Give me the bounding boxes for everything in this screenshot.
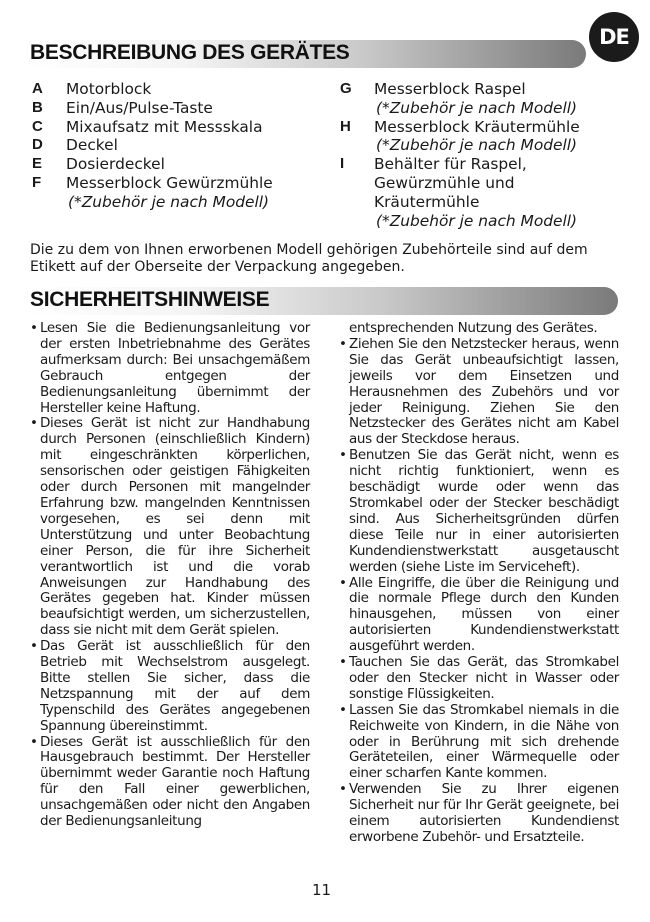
part-text: Deckel (66, 136, 118, 155)
part-letter: B (32, 98, 43, 116)
part-item (32, 80, 322, 99)
safety-column-left (30, 321, 310, 830)
part-item (340, 118, 620, 156)
safety-item-text: Dieses Gerät ist ausschließlich für den Hausgebrauch bestimmt. Der Hersteller übernimmt weder Garantie noch Haftung für den Fall einer gewerblichen, unsachgemäßen oder nicht den Angaben der Bedienungsanleitung (40, 733, 310, 830)
part-item (32, 118, 322, 137)
part-letter: H (340, 117, 351, 135)
bullet-icon: • (339, 701, 347, 718)
part-accessory-note: (*Zubehör je nach Modell) (68, 192, 270, 211)
part-accessory-note: (*Zubehör je nach Modell) (376, 98, 578, 117)
part-text: Behälter für Raspel, Gewürzmühle und Kräutermühle (374, 155, 527, 211)
page-number: 11 (312, 881, 332, 899)
safety-item-text: Benutzen Sie das Gerät nicht, wenn es nicht richtig funktioniert, wenn es beschädigt wurde oder wenn das Stromkabel oder der Stecker beschädigt sind. Aus Sicherheitsgründen dürfen diese Teile nur in einer autorisierten Kundendienstwerkstatt ausgetauscht werden (siehe Liste im Serviceheft). (349, 447, 619, 575)
part-item (340, 80, 620, 118)
safety-item (339, 448, 619, 575)
part-item (32, 155, 322, 174)
safety-item (30, 321, 310, 416)
bullet-icon: • (339, 447, 347, 464)
part-text: Messerblock Raspel (374, 80, 526, 98)
safety-item-text: entsprechenden Nutzung des Gerätes. (349, 320, 598, 336)
part-letter: F (32, 173, 42, 191)
bullet-icon: • (30, 320, 38, 336)
part-text: Dosierdeckel (66, 155, 165, 174)
safety-item-text: Verwenden Sie zu Ihrer eigenen Sicherheit nur für Ihr Gerät geeignete, bei einem autorisierten Kundendienst erworbene Zubehör- und Ersatzteile. (349, 781, 619, 845)
safety-item-text: Dieses Gerät ist nicht zur Handhabung durch Personen (einschließlich Kindern) mit eingeschränkten körperlichen, sensorischen oder geistigen Fähigkeiten oder durch Personen mit mangelnder Erfahrung bzw. mangelnden Kenntnissen vorgesehen, es sei denn mit Unterstützung und unter Beobachtung einer Person, die für ihre Sicherheit verantwortlich ist und die vorab Anweisungen zur Handhabung des Gerätes gegeben hat. Kinder müssen beaufsichtigt werden, um sicherzustellen, dass sie nicht mit dem Gerät spielen. (40, 415, 310, 639)
part-text: Motorblock (66, 80, 152, 98)
safety-item (30, 416, 310, 639)
safety-item (30, 735, 310, 830)
part-item (32, 174, 322, 212)
safety-item-text: Ziehen Sie den Netzstecker heraus, wenn Sie das Gerät unbeaufsichtigt lassen, jeweils vor dem Einsetzen und Herausnehmen des Zubehörs und vor jeder Reinigung. Ziehen Sie den Netzstecker des Gerätes nicht am Kabel aus der Steckdose heraus. (349, 335, 619, 448)
language-badge: DE (589, 12, 639, 62)
part-text: Ein/Aus/Pulse-Taste (66, 98, 213, 117)
bullet-icon: • (30, 415, 38, 432)
safety-item (339, 337, 619, 448)
description-title: BESCHREIBUNG DES GERÄTES (30, 41, 350, 64)
safety-item (339, 576, 619, 656)
safety-header-bar (28, 287, 618, 315)
part-letter: G (340, 80, 352, 97)
bullet-icon: • (339, 574, 347, 591)
description-header-bar (28, 40, 586, 68)
part-item (340, 155, 620, 230)
bullet-icon: • (30, 733, 38, 750)
bullet-icon: • (339, 654, 347, 671)
bullet-icon: • (339, 335, 347, 352)
safety-item-text: Lassen Sie das Stromkabel niemals in die Reichweite von Kindern, in die Nähe von oder in Berührung mit sich drehende Geräteteilen, einer Wärmequelle oder einer scharfen Kante kommen. (349, 701, 619, 782)
part-letter: C (32, 117, 43, 135)
part-accessory-note: (*Zubehör je nach Modell) (376, 211, 578, 230)
safety-item (339, 703, 619, 783)
safety-item-continuation (339, 321, 619, 337)
part-item (32, 136, 322, 155)
part-text: Mixaufsatz mit Messskala (66, 117, 263, 136)
bullet-icon: • (339, 781, 347, 798)
parts-list-left (32, 80, 322, 212)
part-letter: D (32, 136, 43, 154)
safety-title: SICHERHEITSHINWEISE (30, 288, 270, 311)
accessory-note-paragraph: Die zu dem von Ihnen erworbenen Modell gehörigen Zubehörteile sind auf dem Etikett auf der Oberseite der Verpackung angegeben. (30, 242, 588, 275)
safety-column-right (339, 321, 619, 846)
part-text: Messerblock Kräutermühle (374, 117, 580, 136)
safety-item (339, 782, 619, 846)
part-letter: I (340, 155, 345, 173)
bullet-icon: • (30, 638, 38, 655)
part-letter: A (32, 80, 43, 97)
safety-item-text: Das Gerät ist ausschließlich für den Betrieb mit Wechselstrom ausgelegt. Bitte stellen Sie sicher, dass die Netzspannung mit der auf dem Typenschild des Gerätes angegebenen Spannung übereinstimmt. (40, 638, 310, 734)
part-accessory-note: (*Zubehör je nach Modell) (376, 136, 578, 155)
part-text: Messerblock Gewürzmühle (66, 173, 273, 192)
safety-item (339, 655, 619, 703)
safety-item (30, 639, 310, 734)
safety-item-text: Tauchen Sie das Gerät, das Stromkabel oder den Stecker nicht in Wasser oder sonstige Flüssigkeiten. (349, 654, 619, 702)
safety-item-text: Lesen Sie die Bedienungsanleitung vor der ersten Inbetriebnahme des Gerätes aufmerksam durch: Bei unsachgemäßem Gebrauch entgegen der Bedienungsanleitung übernimmt der Hersteller keine Haftung. (40, 320, 310, 416)
parts-list-right (340, 80, 620, 230)
part-item (32, 99, 322, 118)
part-letter: E (32, 155, 43, 173)
safety-item-text: Alle Eingriffe, die über die Reinigung und die normale Pflege durch den Kunden hinausgehen, müssen von einer autorisierten Kundendienstwerkstatt ausgeführt werden. (349, 574, 619, 655)
